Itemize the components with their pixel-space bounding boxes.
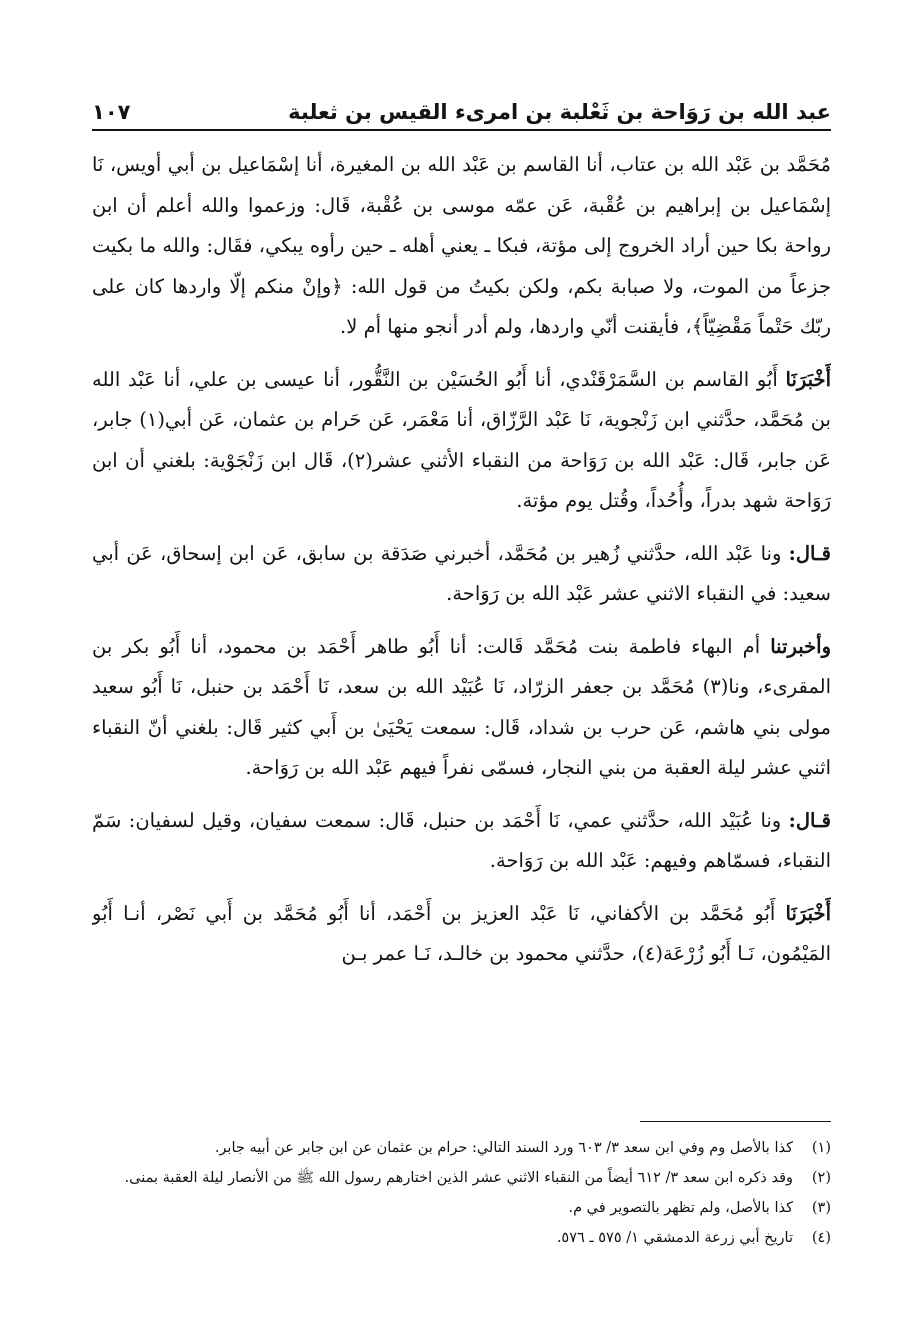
paragraph-text: ونا عَبْد الله، حدَّثني زُهير بن مُحَمَّد، أخبرني صَدَقة بن سابق، عَن ابن إسحاق، عَن أبي سعيد: في النقباء الاثني عشر عَبْد الله بن رَوَاحة. <box>92 541 831 605</box>
footnote-text: كذا بالأصل، ولم تظهر بالتصوير في م. <box>568 1200 793 1216</box>
footnote-number: (٣) <box>811 1200 831 1216</box>
footnote <box>92 1223 831 1253</box>
paragraph-text: أَبُو مُحَمَّد بن الأكفاني، نَا عَبْد العزيز بن أَحْمَد، أنا أَبُو مُحَمَّد بن أَبي نَصْر، أنـا أَبُو المَيْمُون، نَـا أَبُو زُرْعَة(٤)، حدَّثني محمود بن خالـد، نَـا عمر بـن <box>92 901 831 965</box>
footnote-text: وقد ذكره ابن سعد ٣/ ٦١٢ أيضاً من النقباء الاثني عشر الذين اختارهم رسول الله ﷺ من الأنصار ليلة العقبة بمنى. <box>124 1170 793 1186</box>
header-rule <box>92 129 831 131</box>
paragraph-lead: أَخْبَرَنَا <box>785 901 831 925</box>
paragraph-text: مُحَمَّد بن عَبْد الله بن عتاب، أنا القاسم بن عَبْد الله بن المغيرة، أنا إسْمَاعيل بن أبي أويس، نَا إسْمَاعيل بن إبراهيم بن عُقْبة، عَن عمّه موسى بن عُقْبة، قَال: وزعموا والله أعلم أن ابن رواحة بكا حين أراد الخروج إلى مؤتة، فبكا ـ يعني أهله ـ حين رأوه يبكي، فقَال: والله ما بكيت جزعاً من الموت، ولا صبابة بكم، ولكن بكيتُ من قول الله: ﴿وإنْ منكم إلّا واردها كان على ربّك حَتْماً مَقْضِيّاً﴾، فأيقنت أنّي واردها، ولم أدر أنجو منها أم لا. <box>92 153 831 338</box>
paragraph-text: ونا عُبَيْد الله، حدَّثني عمي، نَا أَحْمَد بن حنبل، قَال: سمعت سفيان، وقيل لسفيان: سَمّ النقباء، فسمّاهم وفيهم: عَبْد الله بن رَوَاحة. <box>92 808 831 872</box>
paragraph-5 <box>92 801 831 882</box>
paragraph-lead: قـال: <box>788 541 831 565</box>
footnote-number: (٢) <box>811 1170 831 1186</box>
page-number: ١٠٧ <box>92 100 131 124</box>
footnote-number: (١) <box>811 1140 831 1156</box>
paragraph-lead: قـال: <box>788 808 831 832</box>
footnote-separator <box>640 1121 831 1122</box>
footnotes <box>92 1133 831 1313</box>
paragraph-2 <box>92 360 831 522</box>
paragraph-3 <box>92 534 831 615</box>
footnote-text: كذا بالأصل وم وفي ابن سعد ٣/ ٦٠٣ ورد السند التالي: حرام بن عثمان عن ابن جابر عن أبيه جابر. <box>214 1140 793 1156</box>
footnote-number: (٤) <box>811 1230 831 1246</box>
paragraph-lead: وأخبرتنا <box>770 634 831 658</box>
paragraph-4 <box>92 627 831 789</box>
running-head: عبد الله بن رَوَاحة بن ثَعْلبة بن امرىء القيس بن ثعلبة <box>288 100 831 124</box>
page-header <box>92 80 831 124</box>
paragraph-lead: أَخْبَرَنَا <box>785 367 831 391</box>
footnote-text: تاريخ أبي زرعة الدمشقي ١/ ٥٧٥ ـ ٥٧٦. <box>556 1230 793 1246</box>
main-text <box>92 145 831 1075</box>
paragraph-1 <box>92 145 831 348</box>
footnote <box>92 1163 831 1193</box>
paragraph-text: أَبُو القاسم بن السَّمَرْقَنْدي، أنا أَبُو الحُسَيْن بن النَّقُّور، أنا عيسى بن علي، أنا عَبْد الله بن مُحَمَّد، حدَّثني ابن زَنْجوية، نَا عَبْد الرَّزّاق، أنا مَعْمَر، عَن حَرام بن عثمان، عَن أبي(١) جابر، عَن جابر، قَال: عَبْد الله بن رَوَاحة من النقباء الأثني عشر(٢)، قَال ابن زَنْجَوْية: بلغني أن ابن رَوَاحة شهد بدراً، وأُحُداً، وقُتل يوم مؤتة. <box>92 367 831 512</box>
footnote <box>92 1133 831 1163</box>
paragraph-6 <box>92 894 831 975</box>
footnote <box>92 1193 831 1223</box>
paragraph-text: أم البهاء فاطمة بنت مُحَمَّد قَالت: أنا أَبُو طاهر أَحْمَد بن محمود، أنا أَبُو بكر بن المقرىء، ونا(٣) مُحَمَّد بن جعفر الزرّاد، نَا عُبَيْد الله بن سعد، نَا أَحْمَد بن حنبل، نَا أَبُو سعيد مولى بني هاشم، عَن حرب بن شداد، قَال: سمعت يَحْيَىٰ بن أَبي كثير قَال: بلغني أنّ النقباء اثني عشر ليلة العقبة من بني النجار، فسمّى نفراً فيهم عَبْد الله بن رَوَاحة. <box>92 634 831 779</box>
